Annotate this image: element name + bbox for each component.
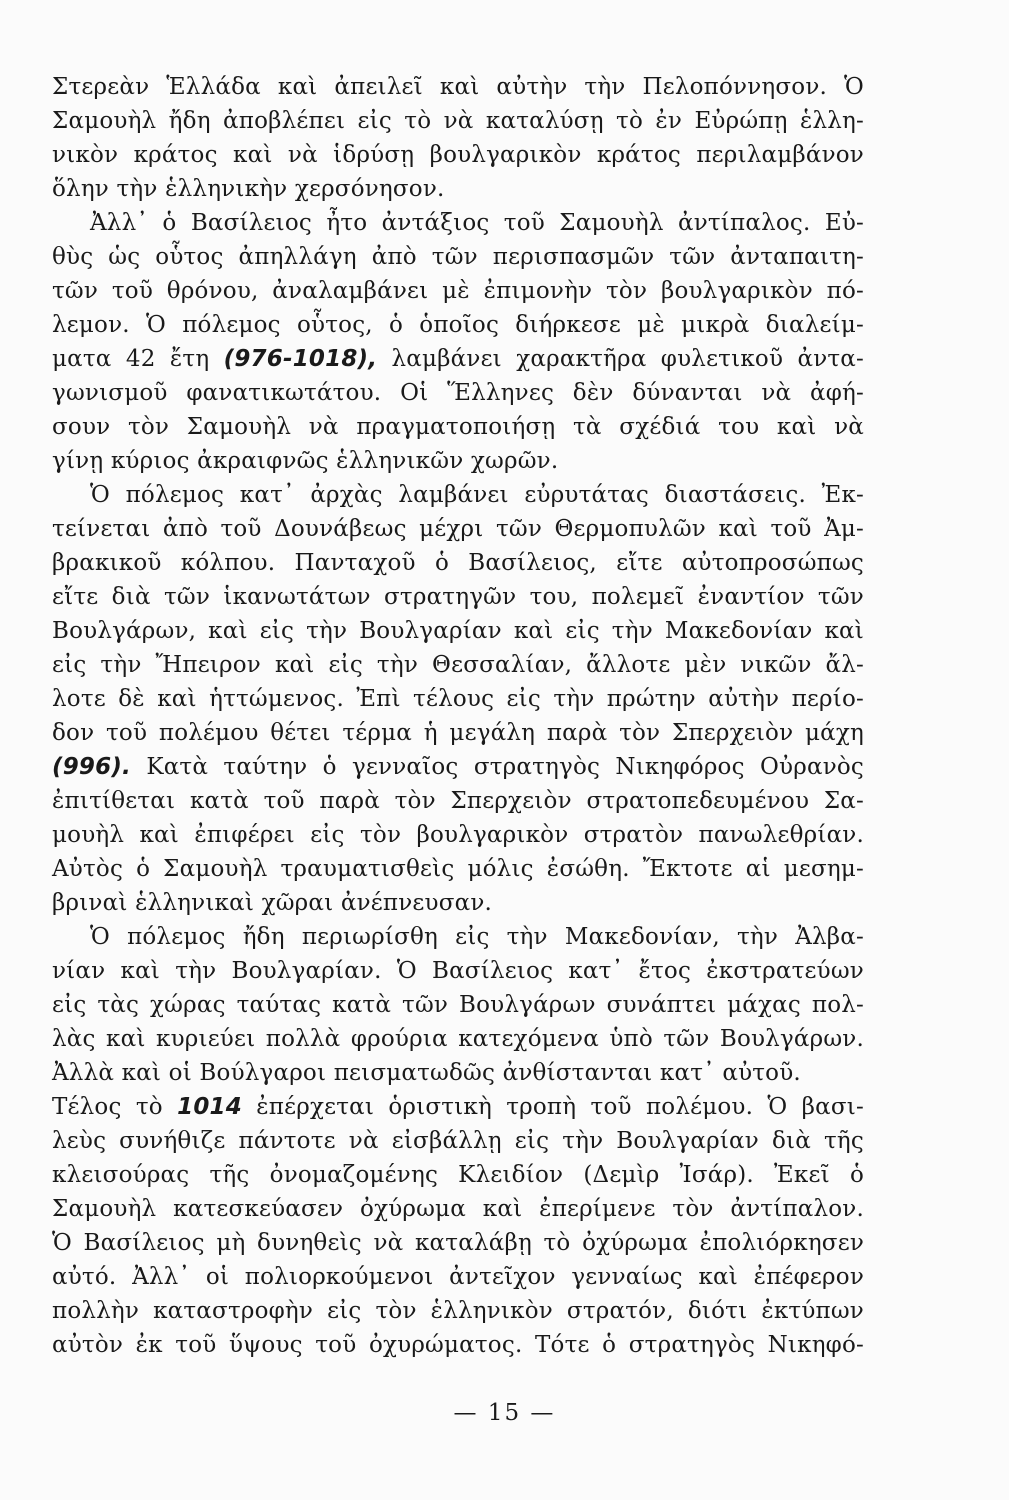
text-line: αὐτὸν ἐκ τοῦ ὕψους τοῦ ὀχυρώματος. Τότε ὁ στρατηγὸς Νικηφό- xyxy=(52,1332,864,1358)
text-line: εἰς τὰς χώρας ταύτας κατὰ τῶν Βουλγάρων συνάπτει μάχας πολ- xyxy=(52,992,864,1018)
text-line: πολλὴν καταστροφὴν εἰς τὸν ἑλληνικὸν στρατόν, διότι ἐκτύπων xyxy=(52,1298,864,1324)
text-line: ἐπιτίθεται κατὰ τοῦ παρὰ τὸν Σπερχειὸν στρατοπεδευμένου Σα- xyxy=(52,788,864,814)
text-line: αὐτό. Ἀλλ᾽ οἱ πολιορκούμενοι ἀντεῖχον γενναίως καὶ ἐπέφερον xyxy=(52,1264,864,1290)
text-line: λεμον. Ὁ πόλεμος οὗτος, ὁ ὁποῖος διήρκεσε μὲ μικρὰ διαλείμ- xyxy=(52,312,864,338)
text-line: Ὁ Βασίλειος μὴ δυνηθεὶς νὰ καταλάβῃ τὸ ὀχύρωμα ἐπολιόρκησεν xyxy=(52,1230,864,1256)
text-fragment: ἐπέρχεται ὁριστικὴ τροπὴ τοῦ πολέμου. Ὁ βασι- xyxy=(256,1094,864,1120)
text-line: μουὴλ καὶ ἐπιφέρει εἰς τὸν βουλγαρικὸν στρατὸν πανωλεθρίαν. xyxy=(52,822,864,848)
text-line: τῶν τοῦ θρόνου, ἀναλαμβάνει μὲ ἐπιμονὴν τὸν βουλγαρικὸν πό- xyxy=(52,278,864,304)
text-line: Ἀλλ᾽ ὁ Βασίλειος ἦτο ἀντάξιος τοῦ Σαμουὴλ ἀντίπαλος. Εὐ- xyxy=(90,210,864,236)
text-line: λοτε δὲ καὶ ἡττώμενος. Ἐπὶ τέλους εἰς τὴν πρώτην αὐτὴν περίο- xyxy=(52,686,864,712)
text-line: Ὁ πόλεμος κατ᾽ ἀρχὰς λαμβάνει εὐρυτάτας διαστάσεις. Ἐκ- xyxy=(90,482,864,508)
text-line: Βουλγάρων, καὶ εἰς τὴν Βουλγαρίαν καὶ εἰς τὴν Μακεδονίαν καὶ xyxy=(52,618,864,644)
text-line: γίνῃ κύριος ἀκραιφνῶς ἑλληνικῶν χωρῶν. xyxy=(52,448,559,474)
text-line: βρακικοῦ κόλπου. Πανταχοῦ ὁ Βασίλειος, εἴτε αὐτοπροσώπως xyxy=(52,550,864,576)
text-line: Σαμουὴλ ἤδη ἀποβλέπει εἰς τὸ νὰ καταλύσῃ τὸ ἐν Εὐρώπῃ ἑλλη- xyxy=(52,108,864,134)
text-line-with-date xyxy=(52,750,864,784)
text-line: Ἀλλὰ καὶ οἱ Βούλγαροι πεισματωδῶς ἀνθίστανται κατ᾽ αὐτοῦ. xyxy=(52,1060,801,1086)
text-line: δον τοῦ πολέμου θέτει τέρμα ἡ μεγάλη παρὰ τὸν Σπερχειὸν μάχη xyxy=(52,720,864,746)
text-fragment: Τέλος τὸ xyxy=(52,1094,163,1120)
text-line: ὅλην τὴν ἑλληνικὴν χερσόνησον. xyxy=(52,176,445,202)
text-line: θὺς ὡς οὗτος ἀπηλλάγη ἀπὸ τῶν περισπασμῶν τῶν ἀνταπαιτη- xyxy=(52,244,864,270)
page-number: — 15 — xyxy=(453,1400,556,1426)
page-body xyxy=(52,70,864,1362)
text-line: λεὺς συνήθιζε πάντοτε νὰ εἰσβάλλῃ εἰς τὴν Βουλγαρίαν διὰ τῆς xyxy=(52,1128,864,1154)
text-line-with-date xyxy=(52,1090,864,1124)
text-line: κλεισούρας τῆς ὀνομαζομένης Κλειδίον (Δεμὶρ Ἰσάρ). Ἐκεῖ ὁ xyxy=(52,1162,864,1188)
text-line: Αὐτὸς ὁ Σαμουὴλ τραυματισθεὶς μόλις ἐσώθη. Ἔκτοτε αἱ μεσημ- xyxy=(52,856,864,882)
text-line: λὰς καὶ κυριεύει πολλὰ φρούρια κατεχόμενα ὑπὸ τῶν Βουλγάρων. xyxy=(52,1026,864,1052)
text-line-with-date xyxy=(52,342,864,376)
text-fragment: λαμβάνει χαρακτῆρα φυλετικοῦ ἀντα- xyxy=(391,346,864,372)
text-line: γωνισμοῦ φανατικωτάτου. Οἱ Ἕλληνες δὲν δύνανται νὰ ἀφή- xyxy=(52,380,864,406)
text-line: εἰς τὴν Ἤπειρον καὶ εἰς τὴν Θεσσαλίαν, ἄλλοτε μὲν νικῶν ἄλ- xyxy=(52,652,864,678)
text-fragment: Κατὰ ταύτην ὁ γενναῖος στρατηγὸς Νικηφόρος Οὐρανὸς xyxy=(146,754,865,780)
text-line: Στερεὰν Ἑλλάδα καὶ ἀπειλεῖ καὶ αὐτὴν τὴν Πελοπόννησον. Ὁ xyxy=(52,74,864,100)
text-line: νίαν καὶ τὴν Βουλγαρίαν. Ὁ Βασίλειος κατ᾽ ἔτος ἐκστρατεύων xyxy=(52,958,864,984)
text-line: νικὸν κράτος καὶ νὰ ἱδρύσῃ βουλγαρικὸν κράτος περιλαμβάνον xyxy=(52,142,864,168)
date-reign: (976-1018), xyxy=(223,346,378,372)
text-line: σουν τὸν Σαμουὴλ νὰ πραγματοποιήσῃ τὰ σχέδιά του καὶ νὰ xyxy=(52,414,864,440)
text-line: εἴτε διὰ τῶν ἱκανωτάτων στρατηγῶν του, πολεμεῖ ἐναντίον τῶν xyxy=(52,584,864,610)
text-fragment: ματα 42 ἔτη xyxy=(52,346,210,372)
date-battle: (996). xyxy=(52,754,131,780)
date-turning-point: 1014 xyxy=(177,1094,242,1120)
text-line: Σαμουὴλ κατεσκεύασεν ὀχύρωμα καὶ ἐπερίμενε τὸν ἀντίπαλον. xyxy=(52,1196,864,1222)
text-line: Ὁ πόλεμος ἤδη περιωρίσθη εἰς τὴν Μακεδονίαν, τὴν Ἀλβα- xyxy=(90,924,864,950)
text-line: βριναὶ ἑλληνικαὶ χῶραι ἀνέπνευσαν. xyxy=(52,890,493,916)
text-line: τείνεται ἀπὸ τοῦ Δουνάβεως μέχρι τῶν Θερμοπυλῶν καὶ τοῦ Ἀμ- xyxy=(52,516,864,542)
